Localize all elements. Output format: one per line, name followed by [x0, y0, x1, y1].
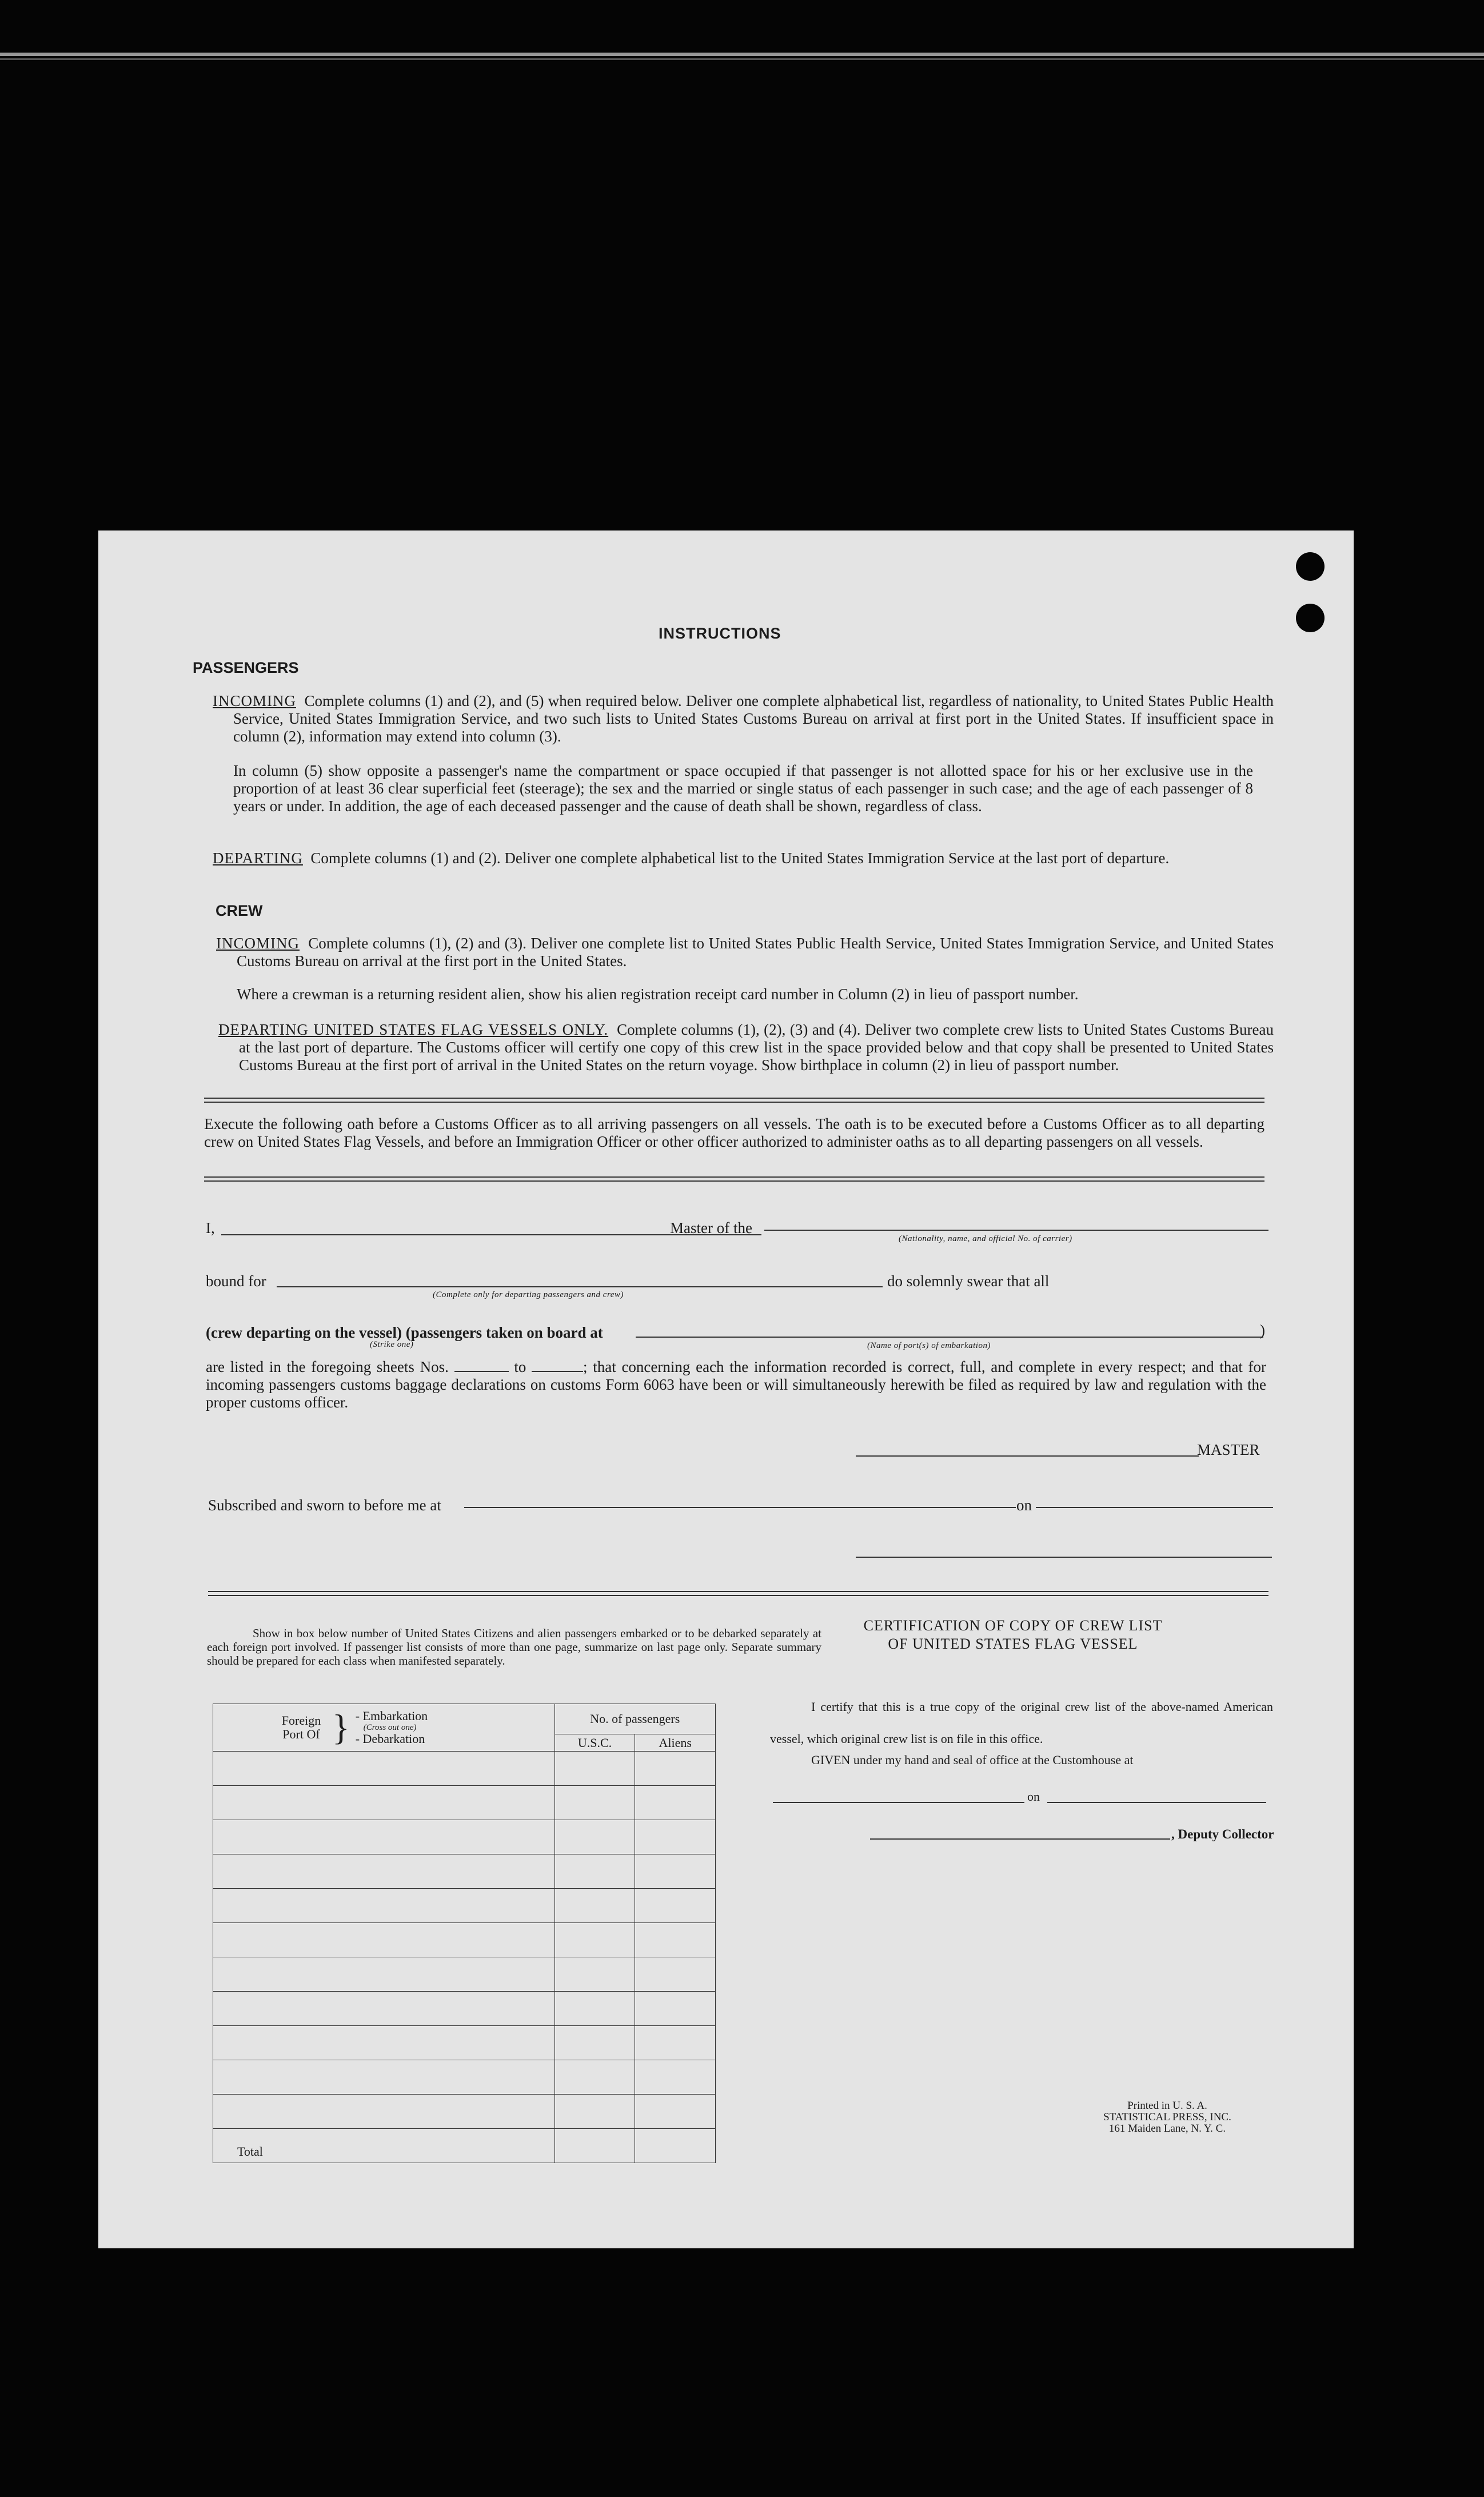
strike-one-caption: (Strike one) [370, 1340, 414, 1349]
instructions-title: INSTRUCTIONS [659, 625, 781, 642]
customhouse-field[interactable] [773, 1802, 1024, 1803]
printer-line: 161 Maiden Lane, N. Y. C. [1108, 2123, 1226, 2135]
usc-cell[interactable] [554, 1820, 635, 1854]
aliens-cell[interactable] [635, 1752, 716, 1786]
crew-incoming-paragraph [216, 935, 1274, 970]
scan-edge-line [0, 58, 1484, 60]
master-of-label: Master of the [670, 1219, 752, 1236]
port-cell[interactable] [213, 2026, 555, 2060]
paragraph-lead: DEPARTING UNITED STATES FLAG VESSELS ONLY. [218, 1021, 609, 1038]
usc-cell[interactable] [554, 2060, 635, 2095]
paragraph-lead: INCOMING [213, 692, 296, 709]
oath-i-label: I, [206, 1219, 215, 1236]
aliens-cell[interactable] [635, 2026, 716, 2060]
carrier-field[interactable] [764, 1230, 1268, 1231]
table-row [213, 1923, 716, 1957]
aliens-cell[interactable] [635, 1923, 716, 1957]
section-divider [208, 1591, 1268, 1596]
paragraph-text: Complete columns (1), (2), (3) and (4). Deliver two complete crew lists to United States Customs Bureau at the last port of departure. The Customs officer will certify one copy of this crew list in the space provided below and that copy shall be presented to United States Customs Bureau at the first port of arrival in the United States on the return voyage. Show birthplace in column (2) in lieu of passport number. [239, 1021, 1274, 1074]
usc-cell[interactable] [554, 1786, 635, 1820]
certification-title-line: OF UNITED STATES FLAG VESSEL [888, 1636, 1138, 1652]
port-cell[interactable] [213, 2060, 555, 2095]
passengers-departing-paragraph [213, 849, 1274, 867]
usc-cell[interactable] [554, 1752, 635, 1786]
table-row [213, 1992, 716, 2026]
port-cell[interactable] [213, 1923, 555, 1957]
paragraph-text: Complete columns (1) and (2). Deliver one complete alphabetical list to the United States Immigration Service at the last port of departure. [310, 849, 1170, 867]
printer-imprint [1082, 2100, 1253, 2135]
master-label: MASTER [1197, 1441, 1260, 1458]
table-row [213, 1752, 716, 1786]
oath-statement [206, 1358, 1266, 1411]
usc-cell[interactable] [554, 1854, 635, 1889]
aliens-cell[interactable] [635, 1820, 716, 1854]
oath-intro: Execute the following oath before a Customs Officer as to all arriving passengers on all vessels. The oath is to be executed before a Customs Officer as to all departing crew on United States Flag Vessels, and before an Immigration Officer or other officer authorized to administer oaths as to all departing passengers on all vessels. [204, 1115, 1264, 1150]
aliens-cell[interactable] [635, 1889, 716, 1923]
table-row [213, 2026, 716, 2060]
aliens-cell[interactable] [635, 2060, 716, 2095]
aliens-cell[interactable] [635, 2095, 716, 2129]
usc-cell[interactable] [554, 1923, 635, 1957]
usc-cell[interactable] [554, 1992, 635, 2026]
passengers-incoming-paragraph [213, 692, 1274, 745]
close-paren: ) [1260, 1322, 1265, 1339]
crew-heading: CREW [216, 902, 263, 919]
bound-for-field[interactable] [277, 1286, 883, 1287]
embarkation-label: - Embarkation [355, 1709, 428, 1723]
deputy-signature-field[interactable] [870, 1838, 1170, 1840]
table-row [213, 1820, 716, 1854]
section-divider [204, 1098, 1264, 1103]
punch-hole [1296, 604, 1325, 632]
usc-cell[interactable] [554, 2026, 635, 2060]
summary-instructions: Show in box below number of United States Citizens and alien passengers embarked or to be debarked separately at each foreign port involved. If passenger list consists of more than one page, summarize on last page only. Separate summary should be prepared for each class when manifested separately. [207, 1626, 821, 1668]
passengers-column5-paragraph: In column (5) show opposite a passenger's name the compartment or space occupied if that passenger is not allotted space for his or her exclusive use in the proportion of at least 36 clear superficial feet (steerage); the sex and the married or single status of each passenger in such case; and the age of each passenger of 8 years or under. In addition, the age of each deceased passenger and the cause of death shall be shown, regardless of class. [233, 762, 1253, 815]
embarkation-ports-field[interactable] [636, 1337, 1263, 1338]
foreign-port-header [213, 1704, 555, 1752]
bound-for-label: bound for [206, 1273, 266, 1290]
foreign-port-label: Foreign Port Of [281, 1713, 321, 1741]
subscribed-label: Subscribed and sworn to before me at [208, 1497, 441, 1514]
table-row [213, 1854, 716, 1889]
on-label: on [1016, 1497, 1032, 1514]
master-signature-field[interactable] [856, 1455, 1199, 1457]
no-passengers-header: No. of passengers [554, 1704, 715, 1734]
cert-on-label: on [1027, 1789, 1040, 1804]
port-cell[interactable] [213, 1957, 555, 1992]
passengers-heading: PASSENGERS [193, 659, 299, 676]
sheet-to-field[interactable] [532, 1371, 583, 1372]
debarkation-label: - Debarkation [355, 1732, 425, 1746]
certification-title-line: CERTIFICATION OF COPY OF CREW LIST [863, 1617, 1163, 1634]
brace-glyph: } [332, 1707, 350, 1748]
punch-hole [1296, 552, 1325, 581]
port-cell[interactable] [213, 1820, 555, 1854]
complete-only-caption: (Complete only for departing passengers and crew) [433, 1290, 624, 1299]
table-row [213, 2095, 716, 2129]
total-row [213, 2129, 716, 2163]
port-cell[interactable] [213, 1889, 555, 1923]
port-cell[interactable] [213, 1854, 555, 1889]
certify-statement: I certify that this is a true copy of the original crew list of the above-named American vessel, which original crew list is on file in this office. [770, 1700, 1273, 1746]
printer-line: STATISTICAL PRESS, INC. [1103, 2111, 1231, 2123]
usc-header: U.S.C. [554, 1734, 635, 1752]
sworn-place-field[interactable] [464, 1507, 1016, 1508]
sheet-from-field[interactable] [454, 1371, 509, 1372]
table-row [213, 1957, 716, 1992]
oath-statement-part: ; that concerning each the information recorded is correct, full, and complete in every respect; and that for incoming passengers customs baggage declarations on customs Form 6063 have been or will simultaneously herewith be filed as required by law and regulation with the proper customs officer. [206, 1358, 1267, 1411]
port-cell[interactable] [213, 1786, 555, 1820]
usc-cell[interactable] [554, 1889, 635, 1923]
aliens-cell[interactable] [635, 1854, 716, 1889]
paragraph-text: Complete columns (1) and (2), and (5) when required below. Deliver one complete alphabetical list, regardless of nationality, to United States Public Health Service, United States Immigration Service, and two such lists to United States Customs Bureau on arrival at first port in the United States. If insufficient space in column (2), information may extend into column (3). [233, 692, 1274, 745]
port-cell[interactable] [213, 2095, 555, 2129]
crew-resident-alien-paragraph: Where a crewman is a returning resident alien, show his alien registration receipt card number in Column (2) in lieu of passport number. [237, 986, 1079, 1003]
table-row [213, 1786, 716, 1820]
scan-edge-line [0, 53, 1484, 56]
aliens-cell[interactable] [635, 1957, 716, 1992]
summary-table [213, 1704, 716, 2163]
crew-departing-paragraph [218, 1021, 1274, 1074]
officer-signature-field[interactable] [856, 1557, 1272, 1558]
usc-cell[interactable] [554, 1957, 635, 1992]
usc-total-cell[interactable] [554, 2129, 635, 2163]
aliens-header: Aliens [635, 1734, 716, 1752]
paragraph-text: Complete columns (1), (2) and (3). Deliver one complete list to United States Public Health Service, United States Immigration Service, and United States Customs Bureau on arrival at the first port in the United States. [237, 935, 1274, 970]
port-cell[interactable] [213, 1992, 555, 2026]
deputy-collector-label: , Deputy Collector [1171, 1827, 1274, 1841]
nationality-caption: (Nationality, name, and official No. of carrier) [899, 1234, 1072, 1243]
oath-to-label: to [514, 1358, 526, 1375]
ports-caption: (Name of port(s) of embarkation) [867, 1341, 991, 1350]
printer-line: Printed in U. S. A. [1127, 2100, 1207, 2112]
aliens-cell[interactable] [635, 1992, 716, 2026]
sworn-date-field[interactable] [1036, 1507, 1273, 1508]
cert-date-field[interactable] [1047, 1802, 1266, 1803]
paragraph-lead: DEPARTING [213, 849, 303, 867]
oath-statement-part: are listed in the foregoing sheets Nos. [206, 1358, 449, 1375]
port-cell[interactable] [213, 1752, 555, 1786]
usc-cell[interactable] [554, 2095, 635, 2129]
solemnly-swear-label: do solemnly swear that all [887, 1273, 1050, 1290]
document-page [98, 530, 1354, 2248]
aliens-cell[interactable] [635, 1786, 716, 1820]
total-label: Total [213, 2129, 555, 2163]
section-divider [204, 1176, 1264, 1182]
given-statement: GIVEN under my hand and seal of office at the Customhouse at [811, 1753, 1134, 1767]
paragraph-lead: INCOMING [216, 935, 300, 952]
crew-passengers-label: (crew departing on the vessel) (passengers taken on board at [206, 1324, 603, 1341]
aliens-total-cell[interactable] [635, 2129, 716, 2163]
table-row [213, 1889, 716, 1923]
cross-out-caption: (Cross out one) [363, 1723, 417, 1732]
table-row [213, 2060, 716, 2095]
certification-title [813, 1617, 1213, 1653]
